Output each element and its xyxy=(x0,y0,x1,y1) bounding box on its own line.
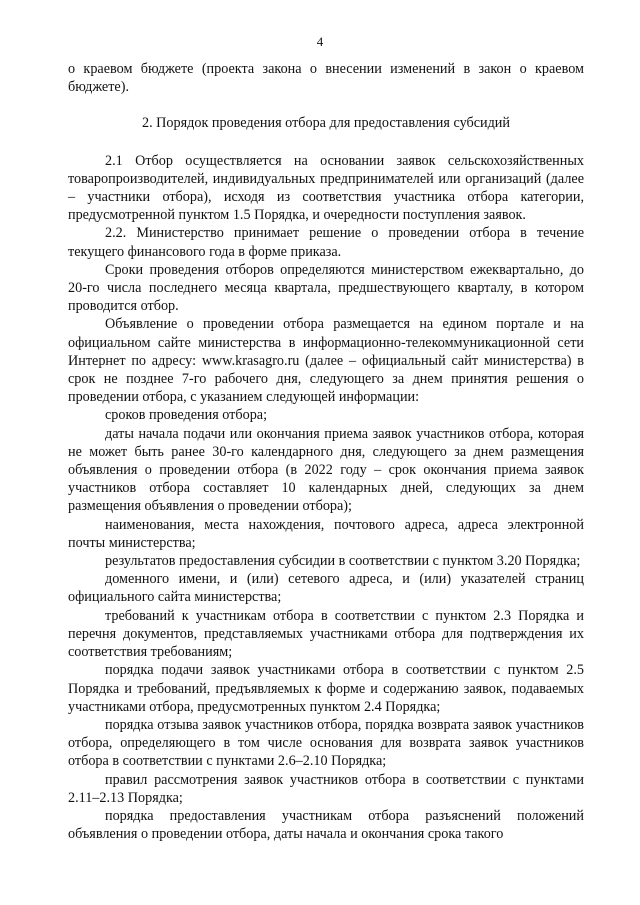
paragraph-announcement: Объявление о проведении отбора размещается на едином портале и на официальном сайте министерства в информационно-телекоммуникационной сети Интернет по адресу: www.krasagro.ru (далее – официальный сайт министерства) в срок не позднее 7-го рабочего дня, следующего за днем принятия решения о проведении отбора, с указанием следующей информации: xyxy=(68,316,584,406)
page-number: 4 xyxy=(316,34,324,49)
section-title: 2. Порядок проведения отбора для предоставления субсидий xyxy=(141,115,510,132)
list-item: порядка предоставления участникам отбора разъяснений положений объявления о проведении отбора, даты начала и окончания срока такого xyxy=(68,807,584,843)
list-item: требований к участникам отбора в соответствии с пунктом 2.3 Порядка и перечня документов, представляемых участниками отбора для подтверждения их соответствия требованиям; xyxy=(68,607,584,661)
list-item: правил рассмотрения заявок участников отбора в соответствии с пунктами 2.11–2.13 Порядка; xyxy=(68,771,584,806)
paragraph-deadlines: Сроки проведения отборов определяются министерством ежеквартально, до 20-го числа последнего месяца квартала, предшествующего кварталу, в котором проводится отбор. xyxy=(68,261,584,315)
paragraph-2-2: 2.2. Министерство принимает решение о проведении отбора в течение текущего финансового года в форме приказа. xyxy=(68,225,584,260)
list-item: результатов предоставления субсидии в соответствии с пунктом 3.20 Порядка; xyxy=(105,553,581,570)
list-item: сроков проведения отбора; xyxy=(105,407,268,424)
list-item: порядка подачи заявок участниками отбора в соответствии с пунктом 2.5 Порядка и требований, предъявляемых к форме и содержанию заявок, подаваемых участниками отбора, предусмотренных пунктом 2.4 Порядка; xyxy=(68,662,584,715)
list-item: порядка отзыва заявок участников отбора, порядка возврата заявок участников отбора, определяющего в том числе основания для возврата заявок участников отбора в соответствии с пунктами 2.6–2.10 Порядка; xyxy=(68,716,584,770)
continuation-paragraph: о краевом бюджете (проекта закона о внесении изменений в закон о краевом бюджете). xyxy=(68,61,584,96)
document-body xyxy=(68,60,584,843)
list-item: доменного имени, и (или) сетевого адреса, и (или) указателей страниц официального сайта министерства; xyxy=(68,571,584,606)
list-item: даты начала подачи или окончания приема заявок участников отбора, которая не может быть ранее 30-го календарного дня, следующего за днем размещения объявления о проведении отбора (в 2022 году – срок окончания приема заявок участников отбора составляет 10 календарных дней, следующих за днем размещения объявления о проведении отбора); xyxy=(68,425,584,515)
list-item: наименования, места нахождения, почтового адреса, адреса электронной почты министерства; xyxy=(68,516,584,551)
paragraph-2-1: 2.1 Отбор осуществляется на основании заявок сельскохозяйственных товаропроизводителей, индивидуальных предпринимателей или организаций (далее – участники отбора), исходя из соответствия участника отбора категории, предусмотренной пунктом 1.5 Порядка, и очередности поступления заявок. xyxy=(68,152,584,224)
